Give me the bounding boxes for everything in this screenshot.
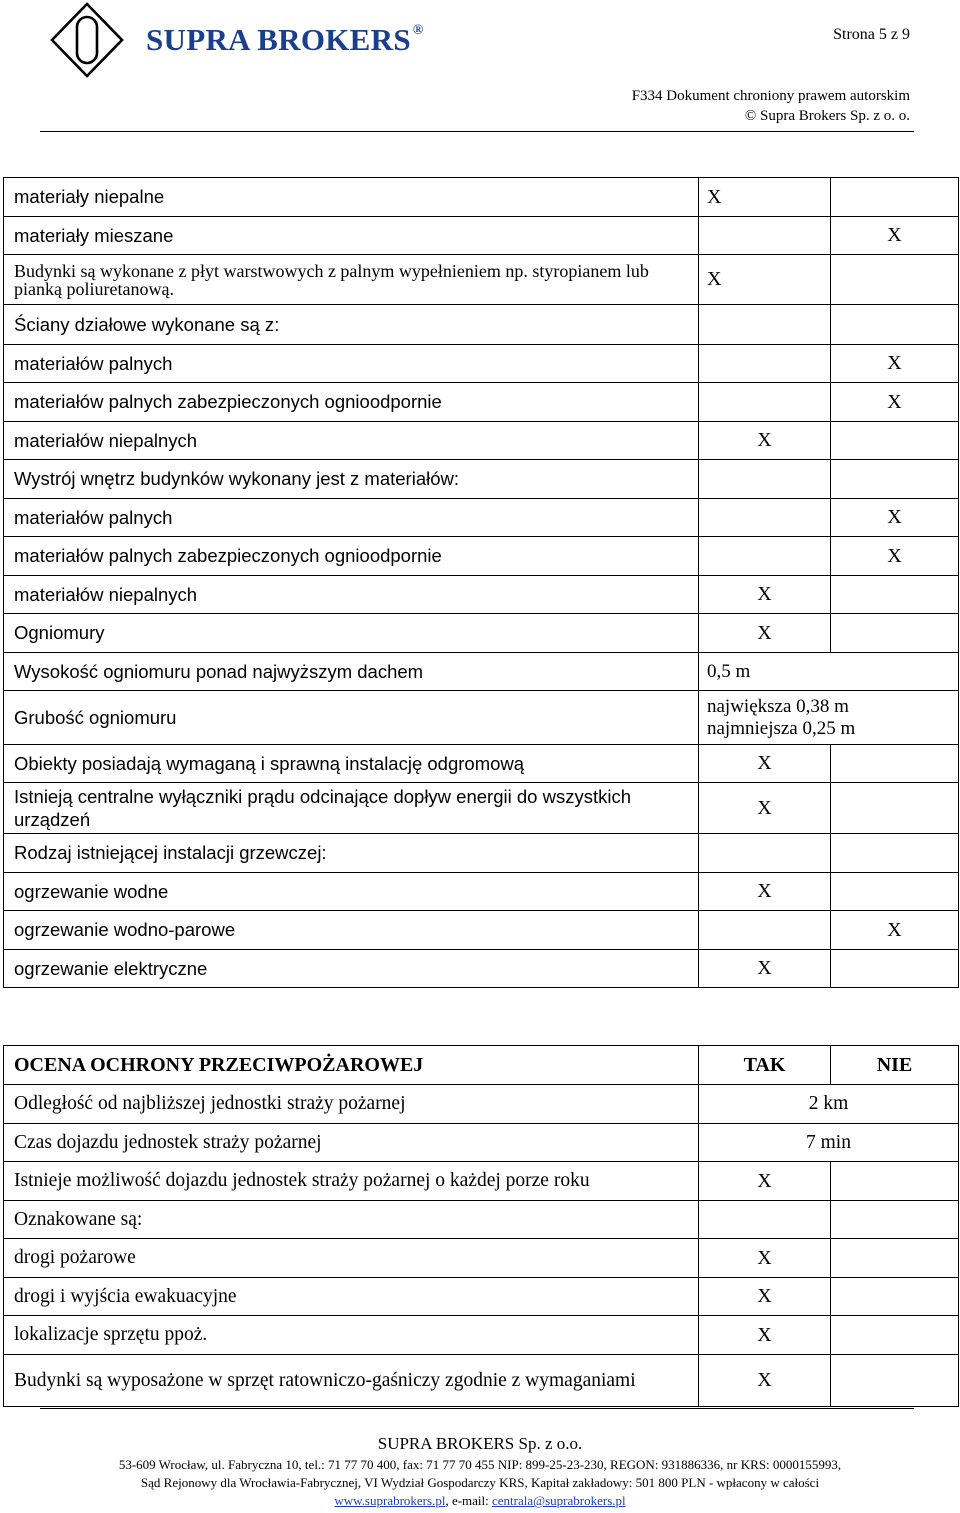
table-row (4, 499, 959, 537)
table-row (4, 1239, 959, 1278)
row-label: materiały mieszane (4, 217, 699, 255)
mark-cell-b (699, 460, 831, 499)
document-reference (632, 86, 910, 126)
table-row (4, 1201, 959, 1239)
mark-cell-c: X (831, 383, 959, 422)
mark-cell-yes: X (699, 1239, 831, 1278)
mark-cell-yes (699, 1201, 831, 1239)
table-row (4, 1278, 959, 1316)
row-label: materiałów niepalnych (4, 576, 699, 614)
footer-company: SUPRA BROKERS Sp. z o.o. (377, 1434, 583, 1453)
row-label: Czas dojazdu jednostek straży pożarnej (4, 1124, 699, 1162)
mark-cell-no (831, 1278, 959, 1316)
table-row (4, 178, 959, 217)
row-label: Oznakowane są: (4, 1201, 699, 1239)
table-row (4, 745, 959, 783)
mark-cell-b: X (699, 178, 831, 217)
row-label: Grubość ogniomuru (4, 691, 699, 745)
table-title: OCENA OCHRONY PRZECIWPOŻAROWEJ (4, 1046, 699, 1085)
table-row (4, 653, 959, 691)
fire-station-distance: 2 km (699, 1085, 959, 1124)
table-row (4, 614, 959, 653)
registered-mark: ® (412, 23, 424, 38)
mark-cell-c (831, 873, 959, 911)
table-row (4, 383, 959, 422)
row-label: materiałów palnych zabezpieczonych ognioodpornie (4, 537, 699, 576)
email-link[interactable]: centrala@suprabrokers.pl (492, 1493, 626, 1508)
mark-cell-b: X (699, 422, 831, 460)
mark-cell-b: X (699, 873, 831, 911)
mark-cell-c (831, 950, 959, 988)
table-row (4, 691, 959, 745)
column-header-yes: TAK (699, 1046, 831, 1085)
page-indicator: Strona 5 z 9 (833, 26, 910, 43)
mark-cell-c (831, 614, 959, 653)
mark-cell-b (699, 499, 831, 537)
brand-name: SUPRA BROKERS ® (146, 22, 424, 57)
table-row (4, 834, 959, 873)
row-label: Ściany działowe wykonane są z: (4, 305, 699, 345)
row-label: materiałów palnych (4, 499, 699, 537)
mark-cell-c: X (831, 911, 959, 950)
mark-cell-b: X (699, 950, 831, 988)
mark-cell-b (699, 383, 831, 422)
table-row (4, 783, 959, 834)
fire-protection-table (3, 1045, 959, 1407)
row-label: lokalizacje sprzętu ppoż. (4, 1316, 699, 1355)
email-label: , e-mail: (445, 1493, 493, 1508)
row-label: Budynki są wyposażone w sprzęt ratowniczo-gaśniczy zgodnie z wymaganiami (4, 1355, 699, 1407)
row-label: ogrzewanie wodno-parowe (4, 911, 699, 950)
mark-cell-c (831, 783, 959, 834)
mark-cell-b: X (699, 614, 831, 653)
footer-contact (0, 1492, 960, 1510)
document-code: F334 Dokument chroniony prawem autorskim (631, 88, 910, 104)
copyright-notice: © Supra Brokers Sp. z o. o. (744, 108, 910, 124)
table-row (4, 911, 959, 950)
table-row (4, 422, 959, 460)
mark-cell-yes: X (699, 1162, 831, 1201)
row-label: materiałów niepalnych (4, 422, 699, 460)
mark-cell-no (831, 1239, 959, 1278)
mark-cell-c: X (831, 217, 959, 255)
thickness-max: największa 0,38 m (707, 695, 849, 717)
mark-cell-c (831, 745, 959, 783)
firewall-thickness-value (699, 691, 959, 745)
footer-address: 53-609 Wrocław, ul. Fabryczna 10, tel.: 71 77 70 400, fax: 71 77 70 455 NIP: 899-25-23-230, REGON: 931886336, nr KRS: 0000155993, (118, 1457, 842, 1472)
mark-cell-c: X (831, 537, 959, 576)
table-row (4, 345, 959, 383)
mark-cell-c (831, 460, 959, 499)
table-row (4, 873, 959, 911)
mark-cell-b (699, 911, 831, 950)
firewall-height-value: 0,5 m (699, 653, 959, 691)
mark-cell-yes: X (699, 1355, 831, 1407)
mark-cell-c (831, 422, 959, 460)
mark-cell-c (831, 178, 959, 217)
row-label: Wysokość ogniomuru ponad najwyższym dachem (4, 653, 699, 691)
footer-court-info: Sąd Rejonowy dla Wrocławia-Fabrycznej, VI Wydział Gospodarczy KRS, Kapitał zakładowy: 501 800 PLN - wpłacony w całości (140, 1475, 820, 1490)
mark-cell-b (699, 345, 831, 383)
table-row (4, 576, 959, 614)
row-label: Budynki są wykonane z płyt warstwowych z palnym wypełnieniem np. styropianem lub pianką poliuretanową. (4, 255, 699, 305)
row-label: ogrzewanie elektryczne (4, 950, 699, 988)
table-row (4, 537, 959, 576)
mark-cell-no (831, 1201, 959, 1239)
row-label: ogrzewanie wodne (4, 873, 699, 911)
row-label: Istnieją centralne wyłączniki prądu odcinające dopływ energii do wszystkich urządzeń (4, 783, 699, 834)
row-label: Istnieje możliwość dojazdu jednostek straży pożarnej o każdej porze roku (4, 1162, 699, 1201)
row-label: materiałów palnych (4, 345, 699, 383)
fire-construction-table (3, 177, 959, 988)
table-row (4, 1124, 959, 1162)
table-row (4, 255, 959, 305)
row-label: materiałów palnych zabezpieczonych ognioodpornie (4, 383, 699, 422)
mark-cell-b (699, 537, 831, 576)
mark-cell-b: X (699, 576, 831, 614)
row-label: drogi i wyjścia ewakuacyjne (4, 1278, 699, 1316)
row-label: Ogniomury (4, 614, 699, 653)
mark-cell-c (831, 305, 959, 345)
column-header-no: NIE (831, 1046, 959, 1085)
mark-cell-b: X (699, 783, 831, 834)
mark-cell-no (831, 1162, 959, 1201)
website-link[interactable]: www.suprabrokers.pl (334, 1493, 446, 1508)
row-label: drogi pożarowe (4, 1239, 699, 1278)
mark-cell-b: X (699, 745, 831, 783)
table-row (4, 217, 959, 255)
company-logo (48, 0, 126, 80)
mark-cell-no (831, 1316, 959, 1355)
table-row (4, 1162, 959, 1201)
thickness-min: najmniejsza 0,25 m (707, 717, 856, 739)
mark-cell-c (831, 576, 959, 614)
row-label: Odległość od najbliższej jednostki straży pożarnej (4, 1085, 699, 1124)
fire-response-time: 7 min (699, 1124, 959, 1162)
row-label: materiały niepalne (4, 178, 699, 217)
table-row (4, 950, 959, 988)
mark-cell-b: X (699, 255, 831, 305)
mark-cell-c (831, 834, 959, 873)
mark-cell-c: X (831, 345, 959, 383)
table-row (4, 1355, 959, 1407)
page-footer (0, 1432, 960, 1510)
table-row (4, 1085, 959, 1124)
row-label: Obiekty posiadają wymaganą i sprawną instalację odgromową (4, 745, 699, 783)
table-row (4, 305, 959, 345)
mark-cell-b (699, 217, 831, 255)
mark-cell-c (831, 255, 959, 305)
mark-cell-yes: X (699, 1278, 831, 1316)
footer-divider (40, 1408, 914, 1409)
mark-cell-b (699, 305, 831, 345)
row-label: Wystrój wnętrz budynków wykonany jest z materiałów: (4, 460, 699, 499)
table-row (4, 460, 959, 499)
header-divider (40, 131, 914, 132)
table-row (4, 1316, 959, 1355)
mark-cell-b (699, 834, 831, 873)
mark-cell-yes: X (699, 1316, 831, 1355)
mark-cell-no (831, 1355, 959, 1407)
mark-cell-c: X (831, 499, 959, 537)
row-label: Rodzaj istniejącej instalacji grzewczej: (4, 834, 699, 873)
table-header-row (4, 1046, 959, 1085)
